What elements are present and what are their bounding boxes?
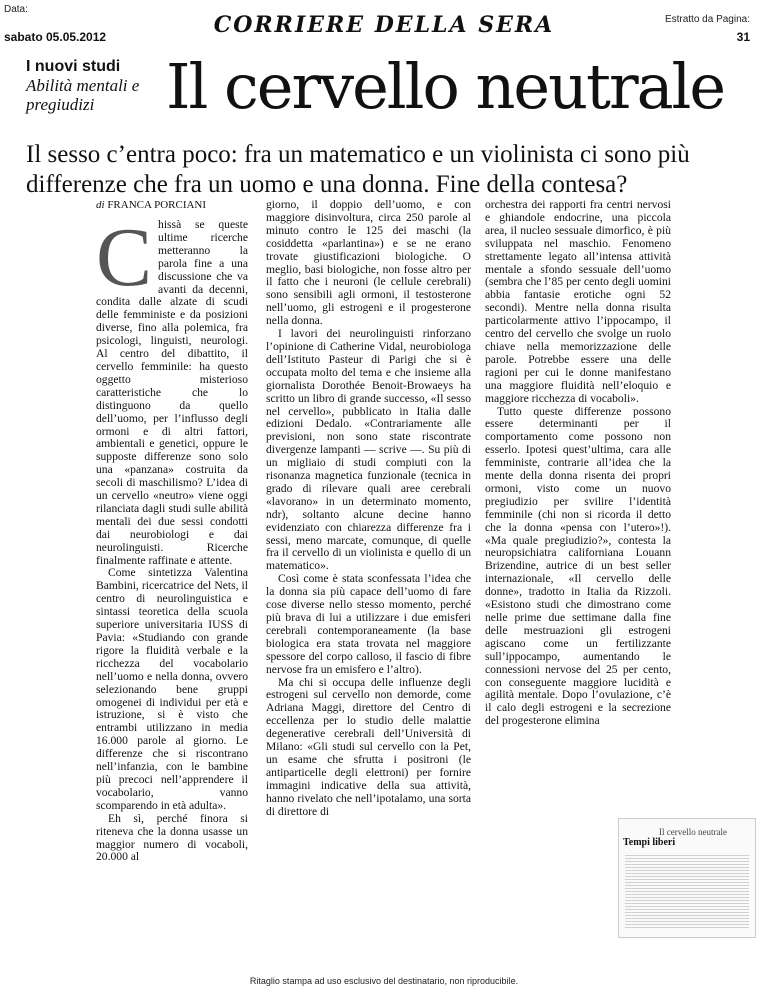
drop-cap: C — [96, 211, 153, 304]
paragraph: hissà se queste ultime ricerche metteranno la parola fine a una discussione che va avanti da decenni, condita dalle alzate di scudi delle femministe e da posizioni diverse, fino alla polemica, fra psicologi, linguisti, neurologi. Al centro del dibattito, il cervello femminile: ha questo oggetto misterioso caratteristiche che lo distinguono da quello dell’uomo, per l’influsso degli ormoni e di altri fattori, ambientali e genetici, oppure le supposte differenze sono solo una «panzana» costruita da secoli di maschilismo? L’idea di un cervello «neutro» viene oggi rilanciata dagli studi sulle abilità mentali dei due sessi condotti dai neurobiologi e dai neurolinguisti. Ricerche finalmente raffinate e attente. — [96, 218, 248, 567]
byline-prefix: di — [96, 199, 105, 211]
page-number: 31 — [736, 30, 750, 44]
thumbnail-headline: Il cervello neutrale — [659, 827, 727, 837]
paragraph: Eh sì, perché finora si riteneva che la donna usasse un maggior numero di vocaboli, 20.000 al — [96, 811, 248, 864]
paragraph: Ma chi si occupa delle influenze degli estrogeni sul cervello non demorde, come Adriana Maggi, direttore del Centro di eccellenza per lo studio delle malattie degenerative cerebrali dell’Università di Milano: «Gli studi sul cervello con la Pet, un esame che sfrutta i positroni (le antiparticelle degli elettroni) per fornire immagini indicative della sua attività, hanno rivelato che nell’ipotalamo, una sorta di direttore di — [266, 675, 471, 818]
paragraph: giorno, il doppio dell’uomo, e con maggiore disinvoltura, circa 250 parole al minuto contro le 125 dei maschi (la cosiddetta «parlantina») e se ne erano trovate giustificazioni biologiche. O meglio, basi biologiche, non fosse altro per il fatto che i neuroni (le cellule cerebrali) sono sensibili agli ormoni, il testosterone nell’uomo, gli estrogeni e il progesterone nella donna. — [266, 198, 471, 328]
masthead: CORRIERE DELLA SERA — [213, 12, 555, 38]
extract-label: Estratto da Pagina: — [664, 14, 750, 25]
byline — [96, 199, 206, 211]
kicker: Abilità mentali e pregiudizi — [26, 76, 140, 114]
thumbnail-text-lines — [625, 853, 749, 929]
thumbnail-label: Tempi liberi — [623, 837, 676, 848]
byline-author: FRANCA PORCIANI — [107, 199, 207, 211]
paragraph: I lavori dei neurolinguisti rinforzano l’opinione di Catherine Vidal, neurobiologa dell’Istituto Pasteur di Parigi che si è occupata molto del tema e che insieme alla giornalista Dorothée Benoit-Browaeys ha scritto un libro di grande successo, «Il sesso nel cervello», pubblicato in Italia dalle edizioni Dedalo. «Contrariamente alle previsioni, non sono state riscontrate divergenze lampanti — scrive —. Su più di un migliaio di studi compiuti con la risonanza magnetica funzionale (tecnica in grado di rilevare quali aree cerebrali «lavorano» in un determinato momento, ndr), soltanto alcune decine hanno evidenziato con chiarezza differenze fra i sessi, meno marcate, comunque, di quelle fra il cervello di un violinista e quello di un matematico». — [266, 327, 471, 573]
issue-date: sabato 05.05.2012 — [4, 30, 107, 44]
paragraph: Come sintetizza Valentina Bambini, ricercatrice del Nets, il centro di neurolinguistica e sintassi teoretica della scuola superiore universitaria IUSS di Pavia: «Studiando con grande rigore la fluidità verbale e la ricchezza del vocabolario nell’uomo e nella donna, ovvero selezionando bene gruppi omogenei di individui per età e istruzione, si è visto che entrambi utilizzano in media 16.000 parole al giorno. Le differenze che si riscontrano nell’infanzia, con le bambine più precoci nell’apprendere il vocabolario, vanno scomparendo in età adulta». — [96, 566, 248, 812]
paragraph: orchestra dei rapporti fra centri nervosi e ghiandole endocrine, una piccola area, il nucleo sessuale dimorfico, è più sviluppata nel maschio. Fenomeno strettamente legato all’intensa attività mentale a sfondo sessuale dell’uomo (sembra che l’85 per cento degli uomini abbia fantasie erotiche ogni 52 secondi). Mentre nella donna risulta particolarmente attivo l’ippocampo, il centro del cervello che svolge un ruolo chiave nella memorizzazione delle parole. Potrebbe essere una delle ragioni per cui le donne manifestano una maggiore fluidità nell’eloquio e maggiore ricchezza di vocaboli». — [485, 198, 671, 405]
article-column-2 — [266, 199, 471, 819]
date-label: Data: — [4, 4, 28, 15]
subheadline: Il sesso c’entra poco: fra un matematico e un violinista ci sono più differenze che fra un uomo e una donna. Fine della contesa? — [26, 141, 690, 198]
headline: Il cervello neutrale — [166, 50, 725, 123]
paragraph: Così come è stata sconfessata l’idea che la donna sia più capace dell’uomo di fare cose diverse nello stesso momento, perché più brava di lui a utilizzare i due emisferi cerebrali contemporaneamente (la base biologica era stata trovata nel maggiore spessore del corpo calloso, il fascio di fibre nervose fra un emisfero e l’altro). — [266, 572, 471, 676]
page-thumbnail — [618, 818, 756, 938]
article-column-1 — [96, 211, 248, 864]
article-column-3 — [485, 199, 671, 728]
paragraph: Tutto queste differenze possono essere determinanti per il comportamento come possono non esserlo. Ipotesi quest’ultima, cara alle femministe, contrarie all’idea che la mente della donna risenta dei propri ormoni, visto come un nuovo pregiudizio per svilire l’identità femminile (chi non si ricorda il detto che la donna «pensa con l’utero»!). «Ma quale pregiudizio?», contesta la neuropsichiatra californiana Louann Brizendine, autrice di un best seller internazionale, «Il cervello delle donne», tradotto in Italia da Rizzoli. «Esistono studi che dimostrano come nelle prime due settimane dalla fine delle mestruazioni gli estrogeni agiscano come un fertilizzante sull’ippocampo, aumentando le connessioni nervose del 25 per cento, con conseguente maggiore lucidità e agilità mentale. Dopo l’ovulazione, c’è il calo degli estrogeni e la secrezione del progesterone elimina — [485, 404, 671, 728]
footer-note: Ritaglio stampa ad uso esclusivo del destinatario, non riproducibile. — [249, 976, 519, 986]
section-label: I nuovi studi — [26, 58, 121, 75]
